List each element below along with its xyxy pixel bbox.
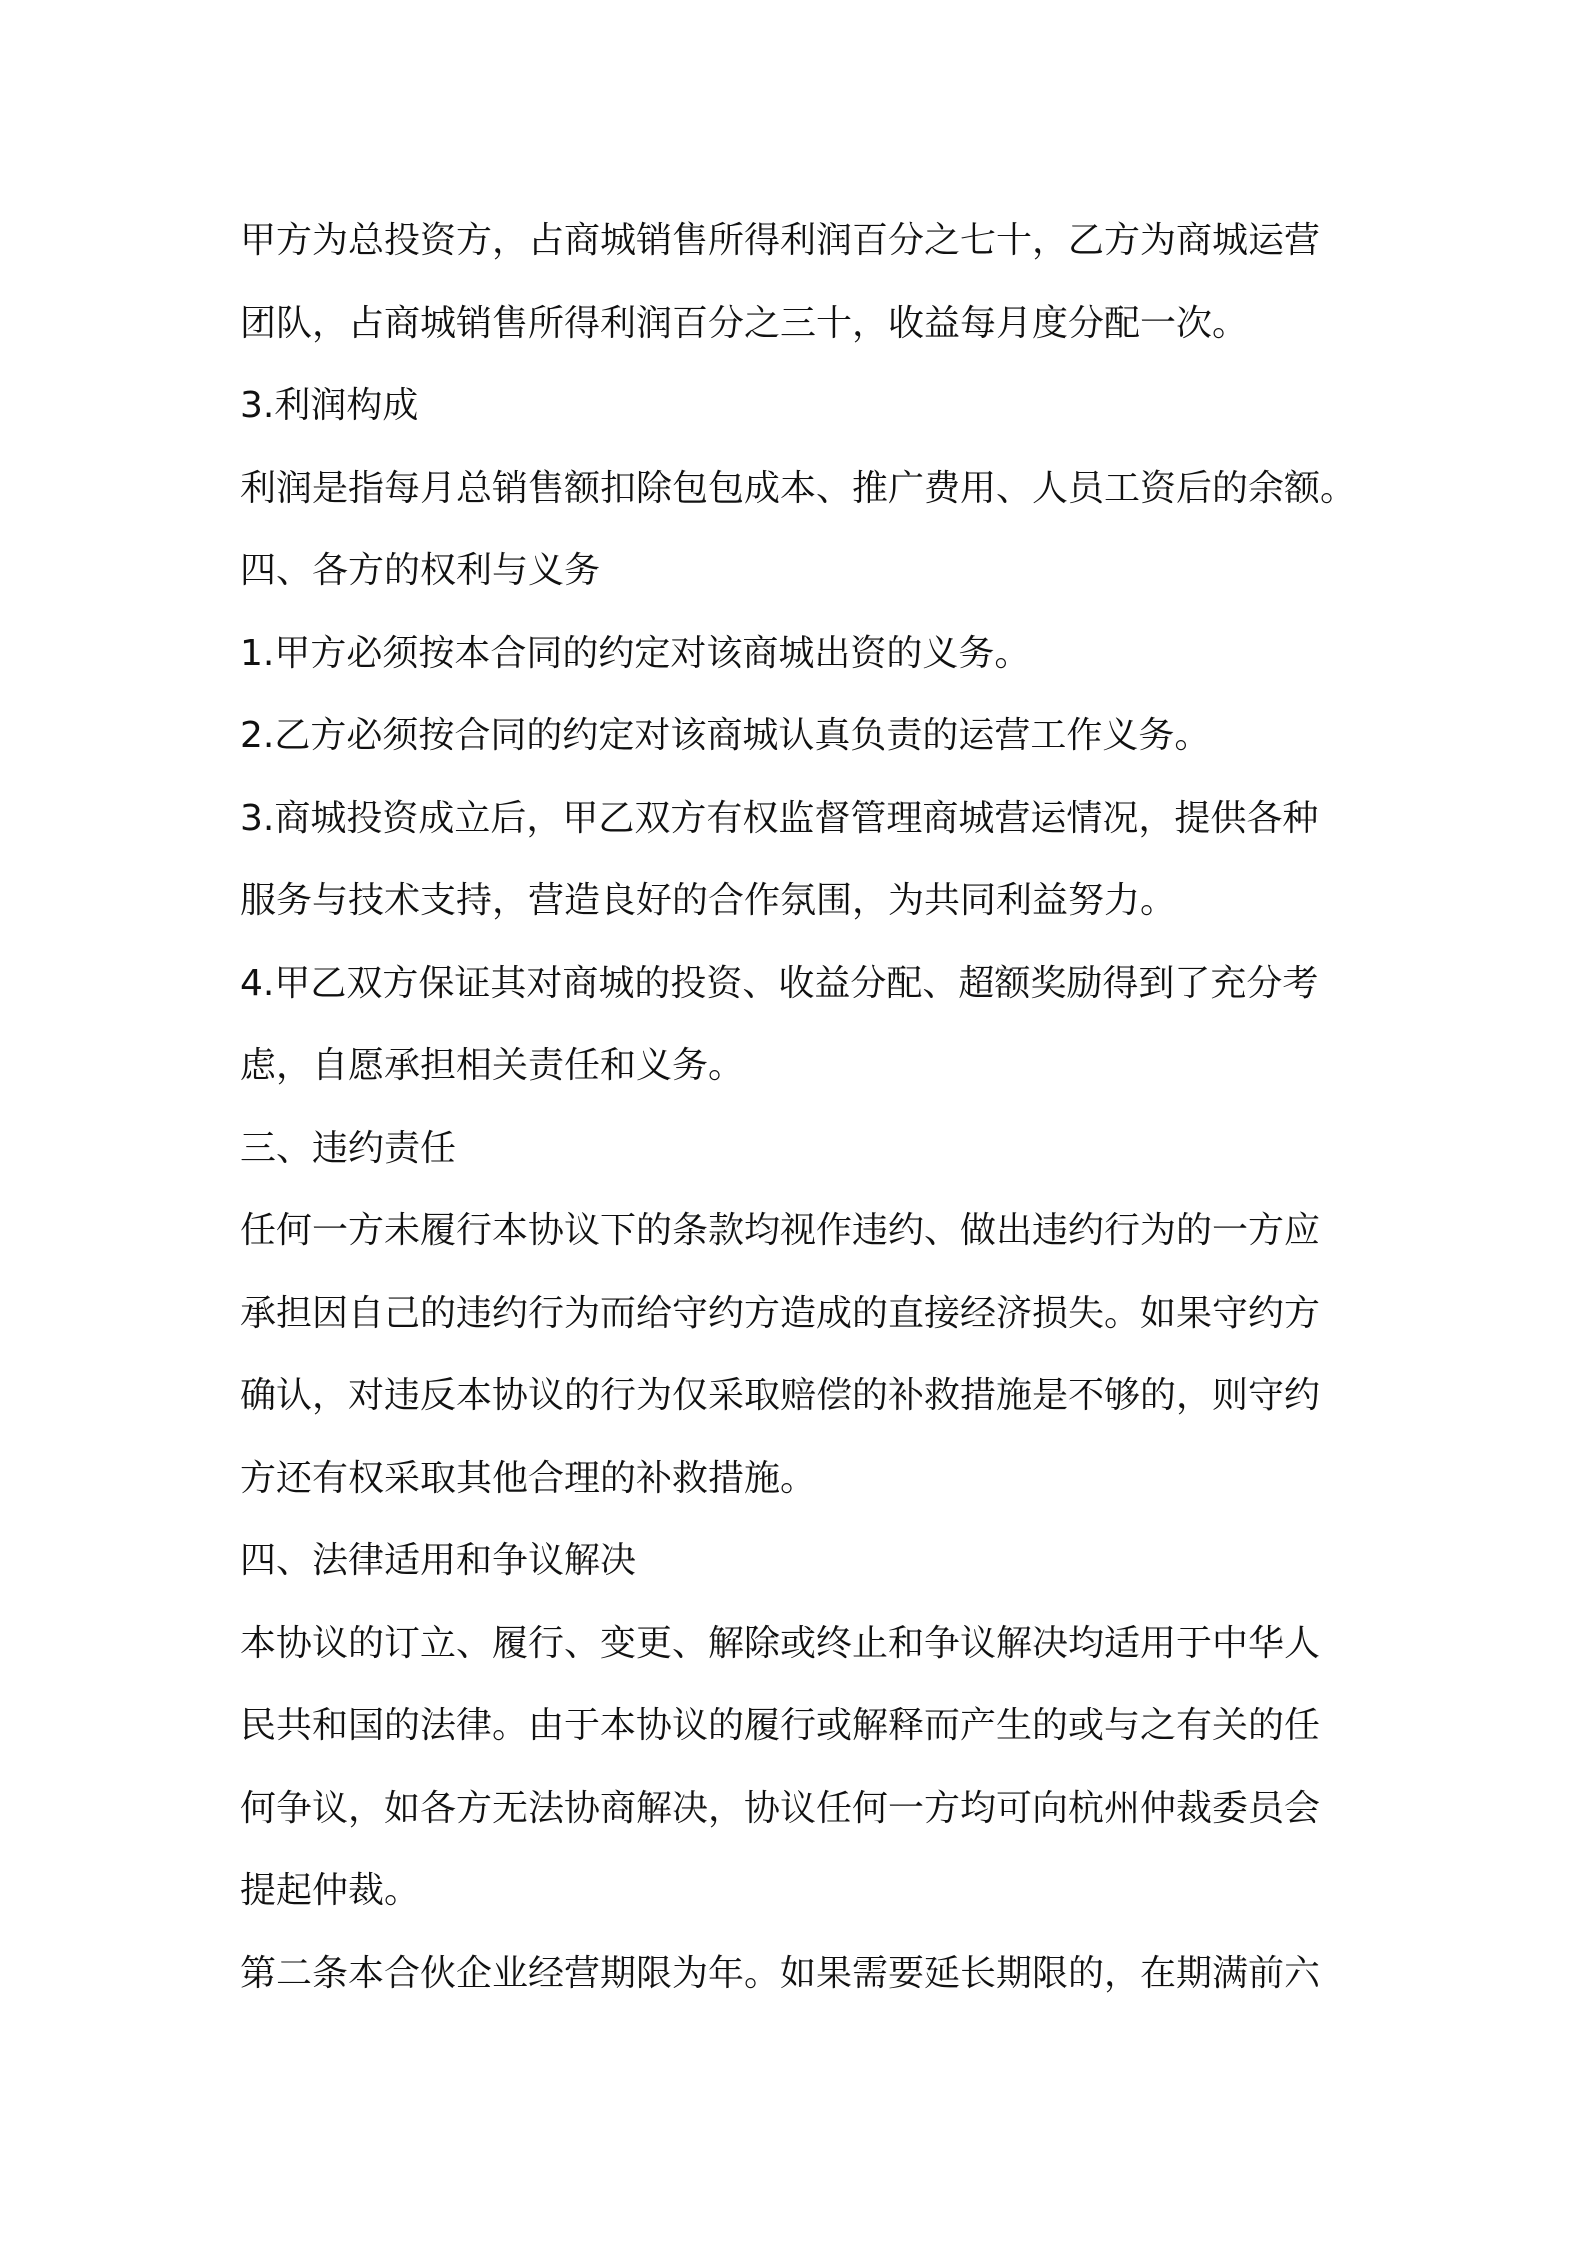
- paragraph-line: 第二条本合伙企业经营期限为年。如果需要延长期限的，在期满前六: [240, 1952, 1321, 1994]
- paragraph-line: 方还有权采取其他合理的补救措施。: [240, 1457, 817, 1499]
- paragraph-line: 何争议，如各方无法协商解决，协议任何一方均可向杭州仲裁委员会: [240, 1787, 1321, 1829]
- paragraph-line: 甲方为总投资方，占商城销售所得利润百分之七十，乙方为商城运营: [240, 220, 1321, 261]
- paragraph-line: 1.甲方必须按本合同的约定对该商城出资的义务。: [240, 632, 1031, 674]
- paragraph-line: 任何一方未履行本协议下的条款均视作违约、做出违约行为的一方应: [240, 1210, 1321, 1251]
- paragraph-line: 服务与技术支持，营造良好的合作氛围，为共同利益努力。: [240, 880, 1177, 921]
- section-heading: 四、各方的权利与义务: [240, 550, 601, 591]
- paragraph-line: 提起仲裁。: [240, 1870, 421, 1911]
- paragraph-line: 承担因自己的违约行为而给守约方造成的直接经济损失。如果守约方: [240, 1292, 1321, 1334]
- section-heading: 三、违约责任: [240, 1127, 457, 1169]
- document-body: [240, 200, 1370, 2015]
- paragraph-line: 民共和国的法律。由于本协议的履行或解释而产生的或与之有关的任: [240, 1705, 1321, 1746]
- paragraph-line: 本协议的订立、履行、变更、解除或终止和争议解决均适用于中华人: [240, 1622, 1321, 1664]
- paragraph-line: 3.商城投资成立后，甲乙双方有权监督管理商城营运情况，提供各种: [240, 797, 1319, 839]
- paragraph-line: 2.乙方必须按合同的约定对该商城认真负责的运营工作义务。: [240, 715, 1211, 756]
- paragraph-line: 利润是指每月总销售额扣除包包成本、推广费用、人员工资后的余额。: [240, 467, 1357, 509]
- paragraph-line: 确认，对违反本协议的行为仅采取赔偿的补救措施是不够的，则守约: [240, 1375, 1321, 1416]
- paragraph-line: 4.甲乙双方保证其对商城的投资、收益分配、超额奖励得到了充分考: [240, 962, 1319, 1004]
- paragraph-line: 虑，自愿承担相关责任和义务。: [240, 1045, 745, 1086]
- section-heading: 3.利润构成: [240, 385, 419, 426]
- section-heading: 四、法律适用和争议解决: [240, 1540, 637, 1581]
- paragraph-line: 团队，占商城销售所得利润百分之三十，收益每月度分配一次。: [240, 302, 1249, 344]
